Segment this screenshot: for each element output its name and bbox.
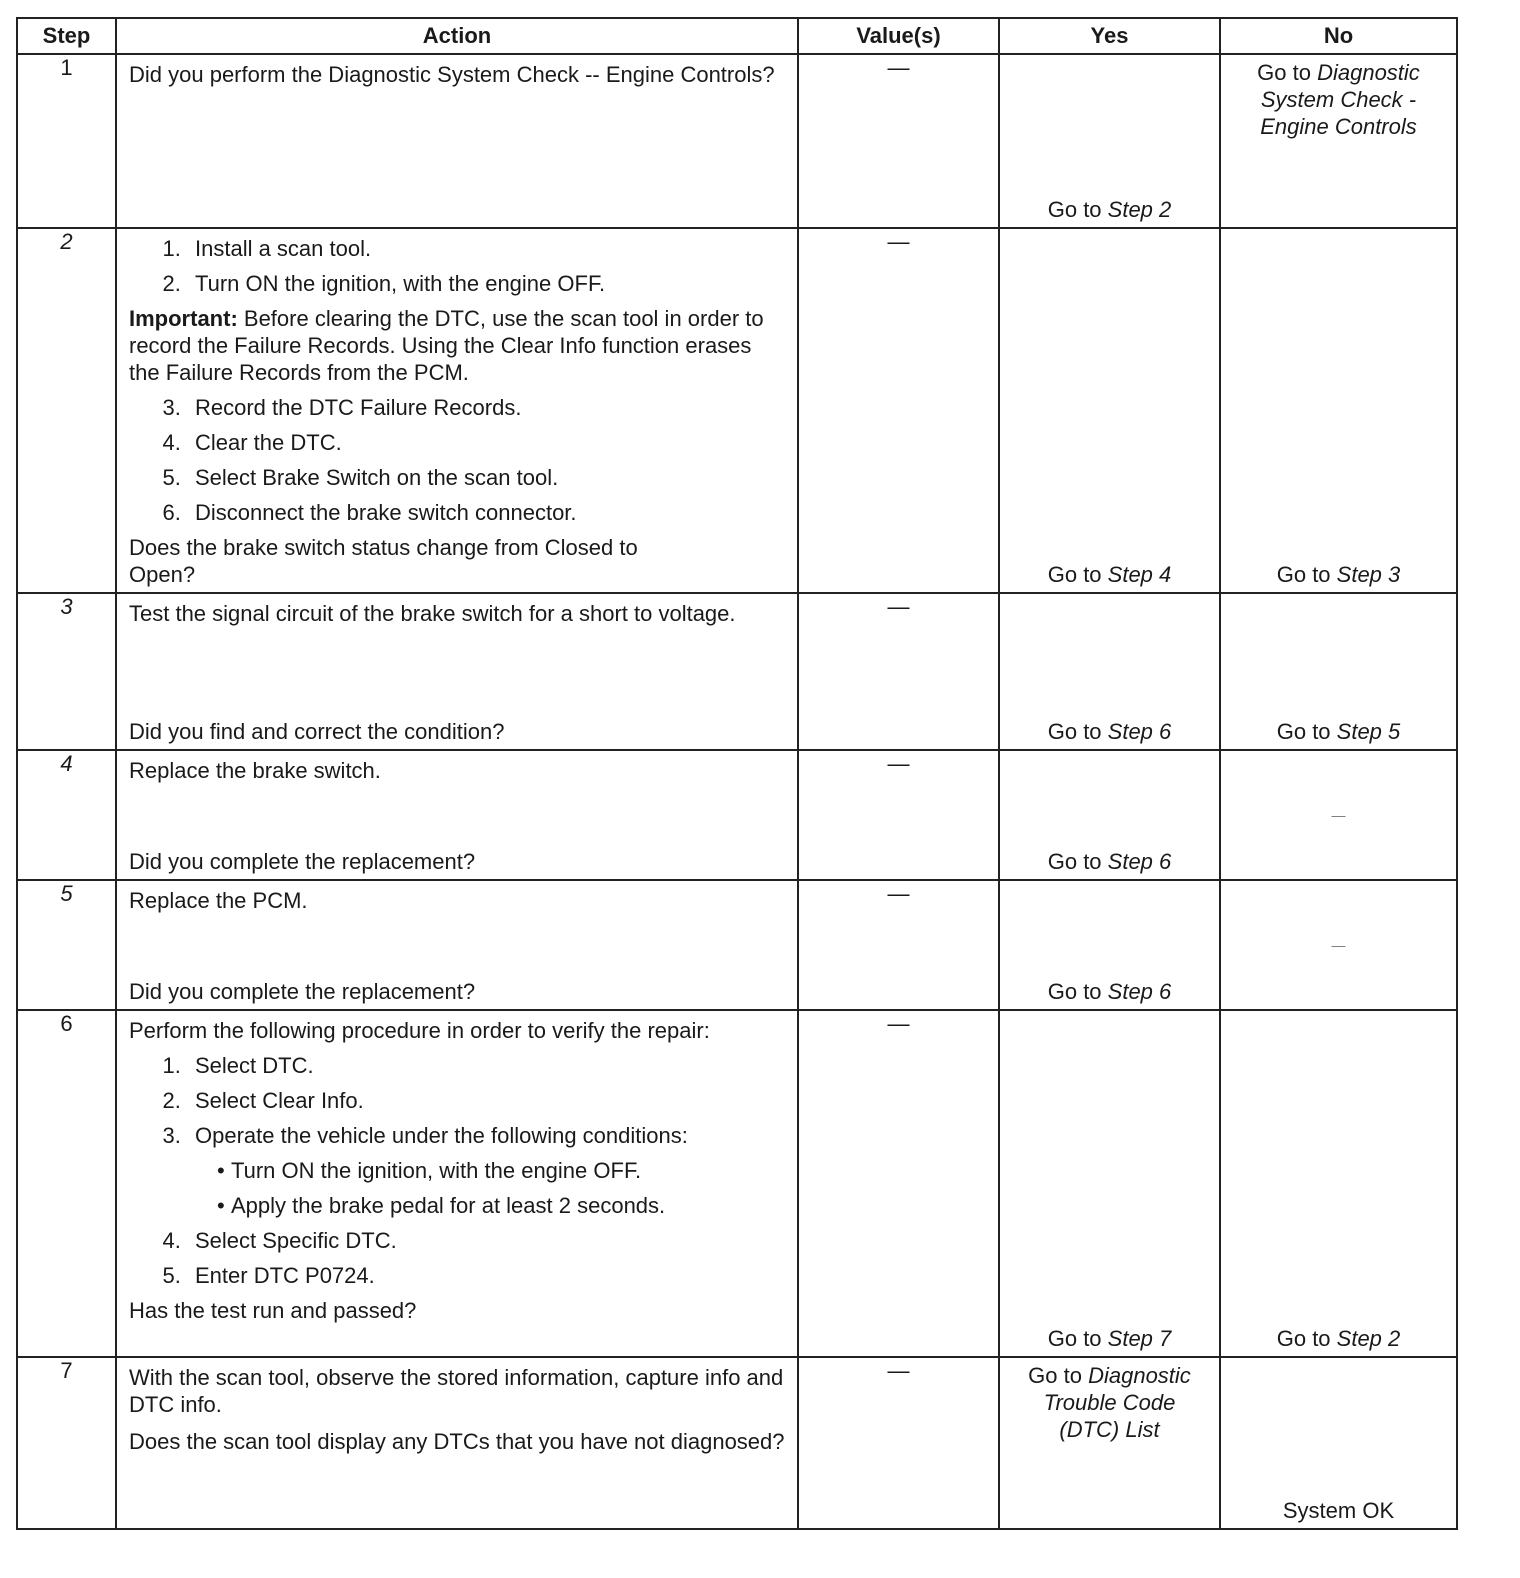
list-item: 5. Enter DTC P0724. xyxy=(187,1262,787,1289)
diagnostic-table xyxy=(16,17,1458,1530)
no-text: — xyxy=(1331,807,1346,823)
yes-cell xyxy=(999,228,1220,593)
no-cell xyxy=(1220,750,1457,880)
step-number: 4 xyxy=(17,750,116,880)
question-text: Does the scan tool display any DTCs that you have not diagnosed? xyxy=(129,1429,785,1454)
value-cell: — xyxy=(798,228,999,593)
action-cell xyxy=(116,593,798,750)
list-item: 3. Record the DTC Failure Records. xyxy=(187,394,787,421)
yes-link[interactable]: Go to Step 6 xyxy=(1047,979,1172,1004)
value-cell: — xyxy=(798,593,999,750)
list-item: 1. Select DTC. xyxy=(187,1052,787,1079)
action-text: Replace the PCM. xyxy=(129,888,308,913)
intro-text: Perform the following procedure in order to verify the repair: xyxy=(129,1018,710,1043)
action-text: With the scan tool, observe the stored information, capture info and DTC info. xyxy=(129,1365,784,1417)
yes-link[interactable]: Go to Step 4 xyxy=(1047,562,1172,587)
yes-cell xyxy=(999,54,1220,228)
step-number: 7 xyxy=(17,1357,116,1529)
yes-cell xyxy=(999,1010,1220,1357)
question-text: Did you complete the replacement? xyxy=(129,979,476,1004)
no-cell xyxy=(1220,54,1457,228)
yes-cell xyxy=(999,593,1220,750)
yes-cell xyxy=(999,880,1220,1010)
list-item: 4. Select Specific DTC. xyxy=(187,1227,787,1254)
action-text: Did you perform the Diagnostic System Check -- Engine Controls? xyxy=(129,62,775,87)
yes-link[interactable]: Go to Diagnostic Trouble Code (DTC) List xyxy=(1028,1363,1191,1442)
header-yes: Yes xyxy=(999,18,1220,54)
no-link[interactable]: Go to Step 3 xyxy=(1276,562,1401,587)
list-item: 3. Operate the vehicle under the following conditions: • Turn ON the ignition, with the engine OFF. • Apply the brake pedal for at least 2 seconds. xyxy=(187,1122,787,1219)
table-row xyxy=(17,1357,1457,1529)
list-item: 4. Clear the DTC. xyxy=(187,429,787,456)
no-link[interactable]: Go to Step 2 xyxy=(1276,1326,1401,1351)
yes-cell xyxy=(999,750,1220,880)
no-cell xyxy=(1220,1357,1457,1529)
action-cell xyxy=(116,1357,798,1529)
table-row xyxy=(17,228,1457,593)
no-link[interactable]: Go to Step 5 xyxy=(1276,719,1401,744)
question-text: Does the brake switch status change from Closed to Open? xyxy=(129,535,638,587)
table-row xyxy=(17,54,1457,228)
table-row xyxy=(17,593,1457,750)
value-cell: — xyxy=(798,880,999,1010)
value-cell: — xyxy=(798,54,999,228)
value-cell: — xyxy=(798,750,999,880)
action-cell xyxy=(116,1010,798,1357)
action-cell xyxy=(116,228,798,593)
list-item: 6. Disconnect the brake switch connector. xyxy=(187,499,787,526)
yes-link[interactable]: Go to Step 6 xyxy=(1047,849,1172,874)
question-text: Did you complete the replacement? xyxy=(129,849,476,874)
value-cell: — xyxy=(798,1010,999,1357)
no-link[interactable]: Go to Diagnostic System Check - Engine Controls xyxy=(1257,60,1420,139)
yes-cell xyxy=(999,1357,1220,1529)
step-number: 2 xyxy=(17,228,116,593)
action-cell xyxy=(116,54,798,228)
value-cell: — xyxy=(798,1357,999,1529)
no-text: — xyxy=(1331,937,1346,953)
no-cell xyxy=(1220,1010,1457,1357)
action-text: Replace the brake switch. xyxy=(129,758,381,783)
bullet-item: • Turn ON the ignition, with the engine OFF. xyxy=(223,1157,787,1184)
step-number: 5 xyxy=(17,880,116,1010)
important-label: Important: xyxy=(129,306,238,331)
yes-link[interactable]: Go to Step 2 xyxy=(1047,197,1172,222)
list-item: 1. Install a scan tool. xyxy=(187,235,787,262)
header-row xyxy=(17,18,1457,54)
header-no: No xyxy=(1220,18,1457,54)
table-row xyxy=(17,1010,1457,1357)
action-cell xyxy=(116,750,798,880)
no-cell xyxy=(1220,228,1457,593)
action-cell xyxy=(116,880,798,1010)
question-text: Did you find and correct the condition? xyxy=(129,719,505,744)
list-item: 2. Select Clear Info. xyxy=(187,1087,787,1114)
table-row xyxy=(17,750,1457,880)
question-text: Has the test run and passed? xyxy=(129,1298,417,1323)
step-number: 3 xyxy=(17,593,116,750)
header-values: Value(s) xyxy=(798,18,999,54)
step-number: 6 xyxy=(17,1010,116,1357)
step-number: 1 xyxy=(17,54,116,228)
bullet-item: • Apply the brake pedal for at least 2 seconds. xyxy=(223,1192,787,1219)
header-action: Action xyxy=(116,18,798,54)
yes-link[interactable]: Go to Step 7 xyxy=(1047,1326,1172,1351)
table-row xyxy=(17,880,1457,1010)
list-item: 5. Select Brake Switch on the scan tool. xyxy=(187,464,787,491)
no-text: System OK xyxy=(1282,1498,1395,1523)
action-text: Test the signal circuit of the brake switch for a short to voltage. xyxy=(129,601,736,626)
yes-link[interactable]: Go to Step 6 xyxy=(1047,719,1172,744)
list-item: 2. Turn ON the ignition, with the engine OFF. xyxy=(187,270,787,297)
important-text: Before clearing the DTC, use the scan tool in order to record the Failure Records. Using the Clear Info function erases the Failure Records from the PCM. xyxy=(129,306,764,385)
no-cell xyxy=(1220,880,1457,1010)
header-step: Step xyxy=(17,18,116,54)
no-cell xyxy=(1220,593,1457,750)
